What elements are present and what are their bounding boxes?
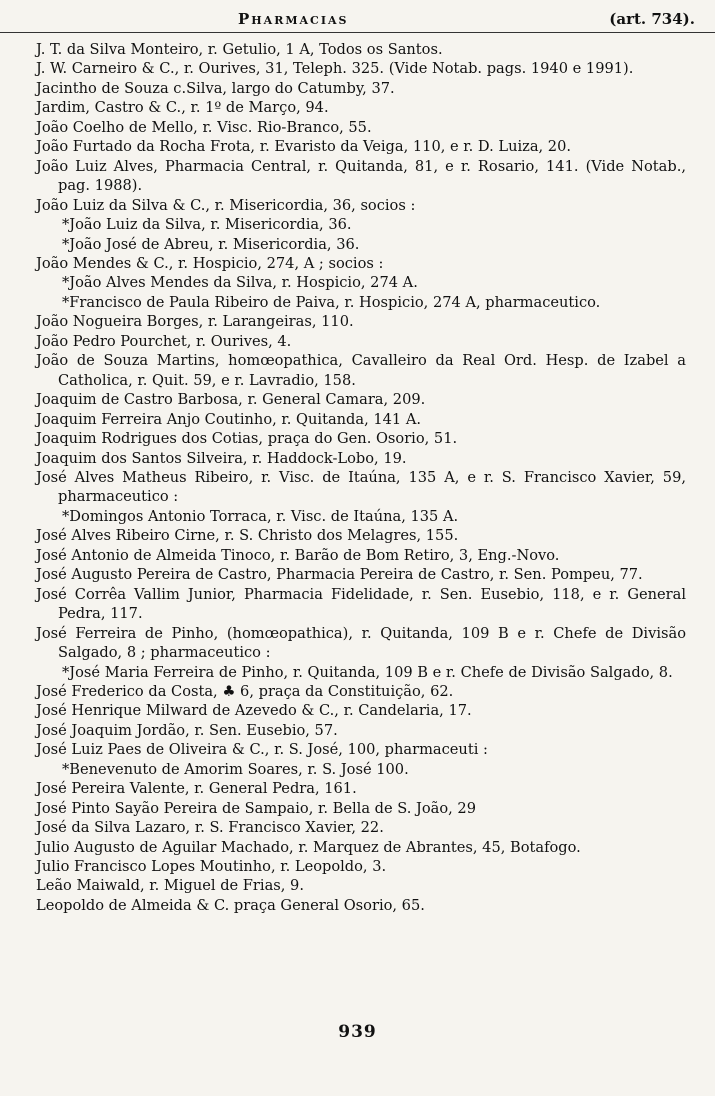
partner-entry: *João Luiz da Silva, r. Misericordia, 36. [62, 216, 352, 234]
directory-entry: Joaquim Ferreira Anjo Coutinho, r. Quitanda, 141 A. [36, 410, 422, 428]
directory-entry: José Augusto Pereira de Castro, Pharmacia Pereira de Castro, r. Sen. Pompeu, 77. [36, 566, 643, 584]
partner-entry: *Benevenuto de Amorim Soares, r. S. José 100. [62, 760, 409, 778]
partner-entry: *Francisco de Paula Ribeiro de Paiva, r. Hospicio, 274 A, pharmaceutico. [62, 293, 601, 311]
header-rule [0, 32, 715, 33]
directory-entry: João de Souza Martins, homœopathica, Cavalleiro da Real Ord. Hesp. de Izabel a Catholica, r. Quit. 59, e r. Lavradio, 158. [36, 352, 686, 389]
directory-entry: João Nogueira Borges, r. Larangeiras, 110. [36, 313, 354, 331]
directory-entry: Julio Francisco Lopes Moutinho, r. Leopoldo, 3. [36, 858, 387, 876]
directory-entry: José Antonio de Almeida Tinoco, r. Barão de Bom Retiro, 3, Eng.-Novo. [36, 546, 560, 564]
directory-entry: José Henrique Milward de Azevedo & C., r. Candelaria, 17. [36, 702, 472, 720]
directory-entry: João Coelho de Mello, r. Visc. Rio-Branco, 55. [36, 118, 372, 136]
partner-entry: *João José de Abreu, r. Misericordia, 36. [62, 235, 360, 253]
directory-entry: João Luiz Alves, Pharmacia Central, r. Quitanda, 81, e r. Rosario, 141. (Vide Notab., pag. 1988). [36, 157, 686, 195]
directory-entry: João Luiz da Silva & C., r. Misericordia, 36, socios : [36, 196, 416, 214]
entry-list [36, 40, 686, 915]
partner-entry: *Domingos Antonio Torraca, r. Visc. de Itaúna, 135 A. [62, 507, 459, 525]
directory-entry: José Pereira Valente, r. General Pedra, 161. [36, 780, 357, 798]
directory-entry: João Furtado da Rocha Frota, r. Evaristo da Veiga, 110, e r. D. Luiza, 20. [36, 138, 572, 156]
directory-entry: Joaquim dos Santos Silveira, r. Haddock-Lobo, 19. [36, 449, 407, 467]
directory-entry: Leão Maiwald, r. Miguel de Frias, 9. [36, 877, 304, 895]
directory-entry: João Pedro Pourchet, r. Ourives, 4. [36, 332, 292, 350]
directory-entry: José Alves Ribeiro Cirne, r. S. Christo dos Melagres, 155. [36, 527, 459, 545]
directory-entry: José da Silva Lazaro, r. S. Francisco Xavier, 22. [36, 819, 384, 837]
directory-entry: José Luiz Paes de Oliveira & C., r. S. José, 100, pharmaceuti : [36, 741, 488, 759]
partner-entry: *José Maria Ferreira de Pinho, r. Quitanda, 109 B e r. Chefe de Divisão Salgado, 8. [62, 663, 673, 681]
directory-entry: Leopoldo de Almeida & C. praça General Osorio, 65. [36, 896, 425, 914]
directory-entry: José Frederico da Costa, ♣ 6, praça da Constituição, 62. [36, 682, 454, 700]
directory-entry: José Ferreira de Pinho, (homœopathica), r. Quitanda, 109 B e r. Chefe de Divisão Salgado, 8 ; pharmaceutico : [36, 624, 686, 662]
directory-entry: Joaquim Rodrigues dos Cotias, praça do Gen. Osorio, 51. [36, 430, 458, 448]
directory-entry: José Alves Matheus Ribeiro, r. Visc. de Itaúna, 135 A, e r. S. Francisco Xavier, 59, pharmaceutico : [36, 468, 686, 506]
directory-entry: Julio Augusto de Aguilar Machado, r. Marquez de Abrantes, 45, Botafogo. [36, 838, 581, 856]
partner-entry: *João Alves Mendes da Silva, r. Hospicio, 274 A. [62, 274, 418, 292]
article-number: (art. 734). [609, 10, 695, 28]
directory-entry: Jardim, Castro & C., r. 1º de Março, 94. [36, 99, 329, 117]
page-number: 939 [338, 1022, 377, 1042]
directory-entry: José Pinto Sayão Pereira de Sampaio, r. Bella de S. João, 29 [36, 799, 476, 817]
directory-entry: Joaquim de Castro Barbosa, r. General Camara, 209. [36, 391, 426, 409]
directory-entry: João Mendes & C., r. Hospicio, 274, A ; socios : [36, 254, 384, 272]
running-header [0, 4, 715, 34]
directory-entry: J. T. da Silva Monteiro, r. Getulio, 1 A, Todos os Santos. [36, 41, 443, 58]
section-title: Pharmacias [238, 10, 349, 28]
directory-entry: J. W. Carneiro & C., r. Ourives, 31, Teleph. 325. (Vide Notab. pags. 1940 e 1991). [36, 60, 634, 78]
directory-entry: José Joaquim Jordão, r. Sen. Eusebio, 57. [36, 721, 338, 739]
directory-entry: Jacintho de Souza c.Silva, largo do Catumby, 37. [36, 79, 395, 97]
directory-entry: José Corrêa Vallim Junior, Pharmacia Fidelidade, r. Sen. Eusebio, 118, e r. General Pedra, 117. [36, 585, 686, 623]
